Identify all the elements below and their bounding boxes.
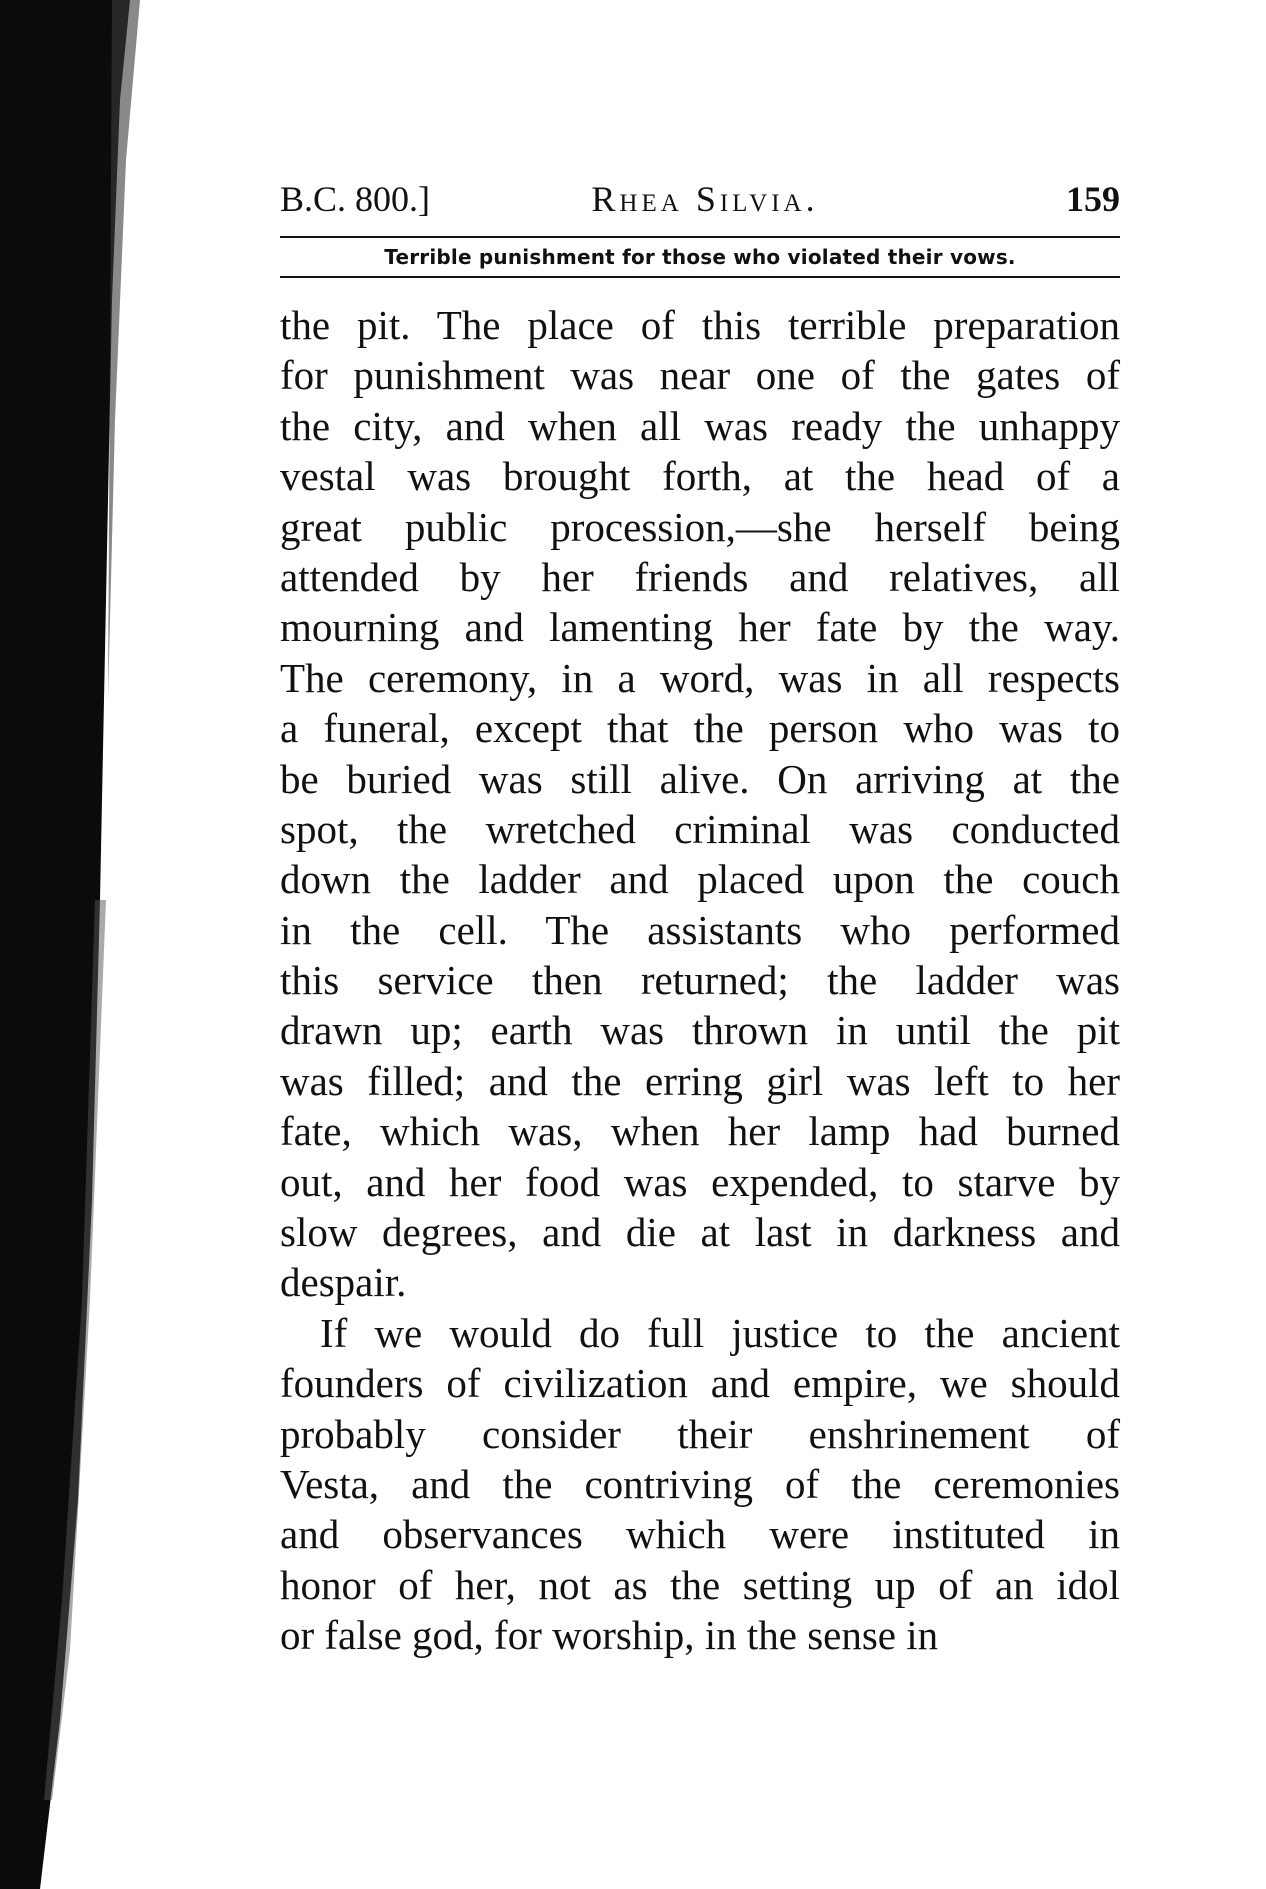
text-line: and observances which were instituted in (280, 1511, 1120, 1558)
text-line: be buried was still alive. On arriving at the (280, 755, 1120, 802)
running-head-date: B.C. 800.] (280, 179, 431, 219)
text-line: great public procession,—she herself being (280, 503, 1120, 550)
text-line: vestal was brought forth, at the head of a (280, 453, 1120, 500)
running-head (280, 170, 1120, 228)
paragraph (280, 1308, 1120, 1661)
text-line: was filled; and the erring girl was left to her (280, 1057, 1120, 1104)
header-rule-bottom (280, 276, 1120, 278)
text-line: for punishment was near one of the gates of (280, 352, 1120, 399)
text-line: a funeral, except that the person who was to (280, 705, 1120, 752)
text-line: spot, the wretched criminal was conducted (280, 805, 1120, 852)
book-page (280, 170, 1120, 1661)
text-line: the city, and when all was ready the unhappy (280, 402, 1120, 449)
paragraph (280, 300, 1120, 1308)
text-line: mourning and lamenting her fate by the way. (280, 604, 1120, 651)
text-line: down the ladder and placed upon the couch (280, 856, 1120, 903)
text-line: despair. (280, 1259, 407, 1306)
page-subtitle: Terrible punishment for those who violated their vows. (384, 245, 1016, 269)
text-line: out, and her food was expended, to starve by (280, 1158, 1120, 1205)
running-head-title: Rhea Silvia. (591, 179, 819, 219)
text-line: Vesta, and the contriving of the ceremonies (280, 1460, 1120, 1507)
body-text (280, 300, 1120, 1661)
text-line: or false god, for worship, in the sense in (280, 1612, 939, 1659)
text-line: attended by her friends and relatives, all (280, 553, 1120, 600)
text-line: in the cell. The assistants who performed (280, 906, 1120, 953)
text-line: fate, which was, when her lamp had burned (280, 1108, 1120, 1155)
page-number: 159 (1066, 179, 1120, 219)
text-line: If we would do full justice to the ancient (320, 1309, 1120, 1356)
text-line: the pit. The place of this terrible preparation (280, 302, 1120, 348)
text-line: this service then returned; the ladder was (280, 957, 1120, 1004)
scanned-binding-edge (0, 0, 150, 1889)
text-line: probably consider their enshrinement of (280, 1410, 1120, 1457)
text-line: drawn up; earth was thrown in until the pit (280, 1007, 1120, 1054)
text-line: founders of civilization and empire, we should (280, 1360, 1120, 1407)
text-line: honor of her, not as the setting up of an idol (280, 1561, 1120, 1608)
text-line: The ceremony, in a word, was in all respects (280, 654, 1120, 701)
text-line: slow degrees, and die at last in darkness and (280, 1209, 1120, 1256)
